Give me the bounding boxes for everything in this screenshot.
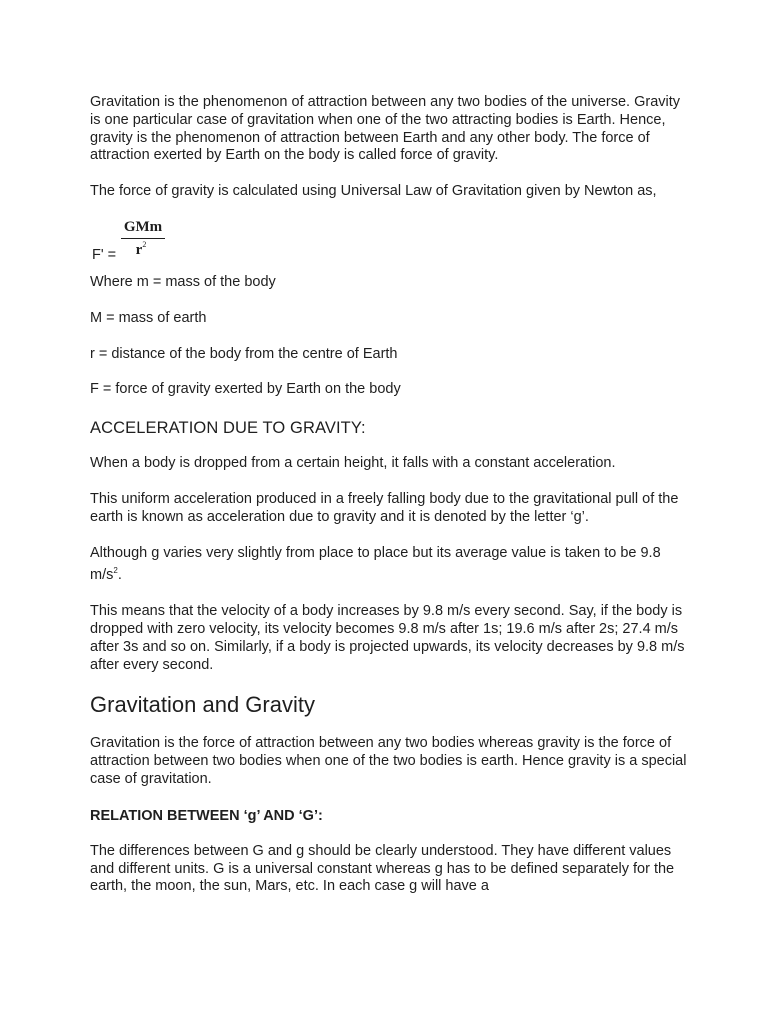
formula-fraction (121, 219, 165, 259)
acceleration-heading: ACCELERATION DUE TO GRAVITY: (90, 419, 366, 438)
gravity-formula (90, 219, 690, 261)
intro-paragraph-2: The force of gravity is calculated using Universal Law of Gravitation given by Newton as, (90, 183, 657, 200)
formula-denominator (121, 239, 165, 259)
gravitation-gravity-paragraph: Gravitation is the force of attraction between any two bodies whereas gravity is the force of attraction between two bodies when one of the two bodies is earth. Hence gravity is a special case of gravitation. (90, 735, 687, 787)
intro-paragraph-1: Gravitation is the phenomenon of attraction between any two bodies of the universe. Gravity is one particular case of gravitation when one of the two attracting bodies is Earth. Hence, gravity is the phenomenon of attraction between Earth and any other body. The force of attraction exerted by Earth on the body is called force of gravity. (90, 94, 681, 164)
relation-heading: RELATION BETWEEN ‘g’ AND ‘G’: (90, 807, 323, 824)
relation-paragraph: The differences between G and g should be clearly understood. They have different values and different units. G is a universal constant whereas g has to be defined separately for the earth, the moon, the sun, Mars, etc. In each case g will have a (90, 842, 675, 895)
formula-lhs: F' = (92, 246, 117, 263)
acceleration-paragraph-3-end: . (117, 567, 122, 584)
acceleration-paragraph-1: When a body is dropped from a certain height, it falls with a constant acceleration. (90, 455, 616, 472)
definition-M: M = mass of earth (90, 309, 207, 326)
definition-F: F = force of gravity exerted by Earth on the body (90, 381, 401, 398)
formula-numerator: GMm (121, 219, 165, 239)
formula-denominator-base: r (135, 241, 143, 258)
document-page (90, 94, 690, 896)
acceleration-paragraph-2: This uniform acceleration produced in a freely falling body due to the gravitational pull of the earth is known as acceleration due to gravity and it is denoted by the letter ‘g’. (90, 490, 679, 525)
definition-r: r = distance of the body from the centre of Earth (90, 345, 398, 362)
acceleration-paragraph-4: This means that the velocity of a body increases by 9.8 m/s every second. Say, if the body is dropped with zero velocity, its velocity becomes 9.8 m/s after 1s; 19.6 m/s after 2s; 27.4 m/s after 3s and so on. Similarly, if a body is projected upwards, its velocity decreases by 9.8 m/s after every second. (90, 603, 685, 673)
formula-exponent: 2 (142, 239, 147, 249)
acceleration-paragraph-3-text: Although g varies very slightly from place to place but its average value is taken to be 9.8 m/s (90, 544, 661, 584)
definition-m: Where m = mass of the body (90, 273, 276, 290)
gravitation-gravity-heading: Gravitation and Gravity (90, 692, 315, 718)
acceleration-paragraph-3 (90, 545, 690, 586)
acceleration-paragraph-3-sup: 2 (113, 566, 118, 576)
